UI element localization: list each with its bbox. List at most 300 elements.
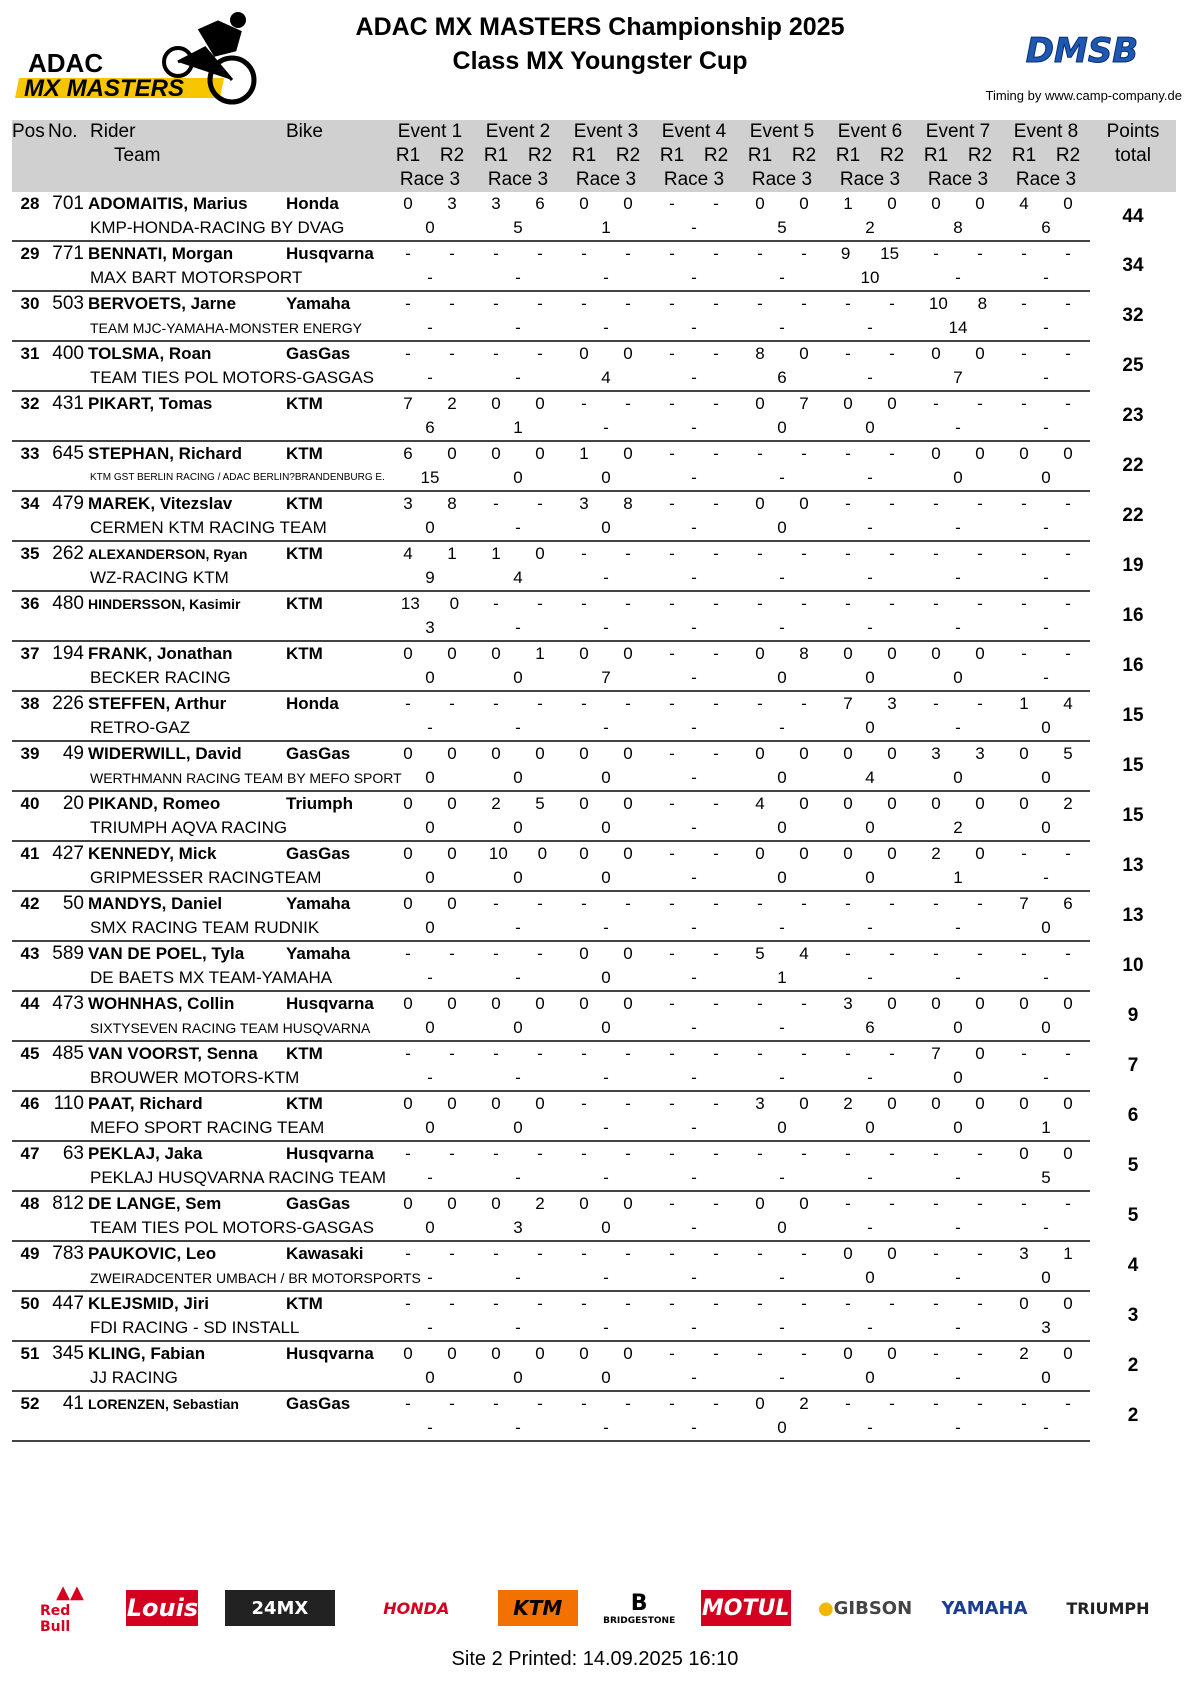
r2-points: -	[537, 294, 543, 313]
r2-points: 0	[623, 1344, 633, 1363]
r1-r2-results	[1002, 892, 1090, 916]
event-6-results	[826, 941, 914, 966]
event-2-results	[474, 641, 562, 666]
event-1-race3: -	[386, 1166, 474, 1191]
event-3-results	[562, 1091, 650, 1116]
r2-points: -	[977, 1144, 983, 1163]
r1-r2-results	[650, 992, 738, 1016]
r1-r2-results	[650, 942, 738, 966]
event-2-results	[474, 1191, 562, 1216]
r2-points: 0	[975, 444, 985, 463]
r1-r2-results	[1002, 342, 1090, 366]
r1-r2-results	[474, 1092, 562, 1116]
rider-number: 812	[52, 1193, 84, 1214]
r2-points: 0	[799, 1194, 809, 1213]
rider-row	[12, 1091, 1176, 1116]
event-7-race3: 1	[914, 866, 1002, 891]
col-event-5	[738, 120, 826, 192]
r1-r2-results	[650, 1092, 738, 1116]
r2-points: 0	[975, 1044, 985, 1063]
r2-points: -	[713, 1394, 719, 1413]
position: 33	[20, 444, 40, 463]
r1-r2-results	[386, 742, 474, 766]
yamaha-logo-text: YAMAHA	[941, 1597, 1028, 1619]
r1-r2-results	[914, 1192, 1002, 1216]
r2-points: 8	[977, 294, 988, 313]
event-5-results	[738, 641, 826, 666]
r1-r2-results	[386, 892, 474, 916]
r1-r2-results	[474, 1292, 562, 1316]
r1-points: -	[493, 294, 499, 313]
r2-points: 0	[975, 1094, 985, 1113]
points-total: 25	[1122, 355, 1144, 376]
event-6-results	[826, 991, 914, 1016]
r1-points: 10	[488, 844, 508, 863]
r1-points: -	[493, 1244, 499, 1263]
number-spacer	[48, 316, 88, 341]
r1-points: -	[845, 444, 851, 463]
event-2-results	[474, 441, 562, 466]
r1-r2-results	[386, 392, 474, 416]
r1-points: 1	[1019, 694, 1029, 713]
event-5-race3: 5	[738, 216, 826, 241]
r1-r2-results	[562, 342, 650, 366]
event-6-results	[826, 291, 914, 316]
r1-points: 10	[928, 294, 948, 313]
r1-r2-results	[826, 642, 914, 666]
r2-points: -	[801, 994, 807, 1013]
r1-points: 0	[579, 1344, 589, 1363]
r1-r2-results	[562, 442, 650, 466]
r1-r2-results	[1002, 242, 1090, 266]
event-6-results	[826, 591, 914, 616]
team-row	[12, 816, 1176, 841]
r1-points: -	[933, 1394, 939, 1413]
r1-r2-results	[1002, 492, 1090, 516]
r1-points: -	[581, 544, 587, 563]
bike: KTM	[286, 544, 323, 563]
r2-points: 0	[1063, 1294, 1073, 1313]
r1-points: 1	[843, 194, 853, 213]
motul-logo	[701, 1590, 791, 1626]
number-spacer	[48, 1066, 88, 1091]
event-7-race3: 0	[914, 1016, 1002, 1041]
sponsor-logos	[40, 1581, 1160, 1635]
r1-points: 2	[931, 844, 941, 863]
event-8-results	[1002, 641, 1090, 666]
rider-row	[12, 1191, 1176, 1216]
event-6-race3: -	[826, 616, 914, 641]
event-8-race3: 0	[1002, 816, 1090, 841]
r2-points: 0	[623, 744, 633, 763]
r1-points: 0	[403, 994, 413, 1013]
number-spacer	[48, 766, 88, 791]
r1-points: -	[845, 544, 851, 563]
r1-r2-results	[474, 1392, 562, 1416]
r1-points: 0	[931, 794, 941, 813]
col-event-6	[826, 120, 914, 192]
number-spacer	[48, 416, 88, 441]
event-6-race3: -	[826, 566, 914, 591]
r2-points: -	[1065, 594, 1071, 613]
r1-points: -	[669, 844, 675, 863]
r1-points: 0	[491, 1094, 501, 1113]
team-row	[12, 1016, 1176, 1041]
event-3-race3: 0	[562, 816, 650, 841]
event-7-race3: -	[914, 1416, 1002, 1441]
event-4-race3: -	[650, 216, 738, 241]
r1-points: -	[933, 544, 939, 563]
event-1-results	[386, 591, 474, 616]
r2-label: R2	[615, 145, 641, 166]
event-8-results	[1002, 1041, 1090, 1066]
r2-points: -	[713, 844, 719, 863]
event-5-results	[738, 341, 826, 366]
team-name: TRIUMPH AQVA RACING	[88, 816, 386, 841]
r1-points: 3	[579, 494, 589, 513]
position: 47	[20, 1144, 40, 1163]
r1-points: 0	[579, 744, 589, 763]
r1-points: -	[757, 594, 763, 613]
r1-points: -	[757, 444, 763, 463]
event-1-race3: -	[386, 1316, 474, 1341]
dmsb-logo-text: DMSB	[1025, 31, 1139, 71]
r1-points: -	[493, 944, 499, 963]
event-7-race3: -	[914, 966, 1002, 991]
event-3-results	[562, 891, 650, 916]
event-label: Event 4	[661, 121, 727, 142]
r1-r2-results	[738, 642, 826, 666]
r2-points: -	[977, 944, 983, 963]
event-2-results	[474, 1341, 562, 1366]
r2-points: -	[625, 1094, 631, 1113]
event-8-results	[1002, 591, 1090, 616]
event-1-results	[386, 1341, 474, 1366]
event-3-results	[562, 841, 650, 866]
event-8-race3: -	[1002, 416, 1090, 441]
number-spacer	[48, 1316, 88, 1341]
position-spacer	[12, 516, 48, 541]
r2-points: 0	[623, 444, 633, 463]
event-5-results	[738, 1141, 826, 1166]
r2-points: -	[1065, 394, 1071, 413]
r1-r2-results	[562, 642, 650, 666]
r2-points: -	[625, 1294, 631, 1313]
r2-points: 0	[535, 444, 545, 463]
points-total: 5	[1127, 1155, 1139, 1176]
r1-points: -	[757, 694, 763, 713]
event-1-race3: -	[386, 1416, 474, 1441]
r1-points: -	[669, 644, 675, 663]
r1-r2-results	[914, 1242, 1002, 1266]
event-8-race3: -	[1002, 866, 1090, 891]
event-2-race3: -	[474, 716, 562, 741]
r2-points: 3	[447, 194, 457, 213]
r1-points: -	[581, 1394, 587, 1413]
r1-r2-results	[1002, 192, 1090, 216]
event-5-race3: 6	[738, 366, 826, 391]
r2-points: -	[977, 694, 983, 713]
bike: KTM	[286, 1094, 323, 1113]
number-spacer	[48, 1366, 88, 1391]
r2-points: -	[977, 494, 983, 513]
col-bike: Bike	[286, 120, 386, 192]
event-6-race3: 6	[826, 1016, 914, 1041]
rider-row	[12, 691, 1176, 716]
rider-name: PEKLAJ, Jaka	[88, 1144, 203, 1163]
r2-points: -	[889, 894, 895, 913]
number-spacer	[48, 866, 88, 891]
rider-number: 480	[52, 593, 84, 614]
r1-points: 4	[1019, 194, 1029, 213]
r1-label: R1	[483, 145, 509, 166]
r1-points: -	[405, 694, 411, 713]
event-8-race3: 3	[1002, 1316, 1090, 1341]
ktm-logo	[498, 1590, 578, 1626]
honda-logo-text: HONDA	[383, 1598, 450, 1618]
event-3-results	[562, 1041, 650, 1066]
r1-points: -	[1021, 394, 1027, 413]
points-total: 3	[1127, 1305, 1139, 1326]
rider-row	[12, 641, 1176, 666]
event-1-results	[386, 1191, 474, 1216]
r2-points: 6	[535, 194, 545, 213]
event-6-race3: 10	[826, 266, 914, 291]
r1-r2-results	[474, 492, 562, 516]
r1-r2-results	[386, 642, 474, 666]
r2-points: -	[625, 1144, 631, 1163]
r2-points: 0	[975, 794, 985, 813]
r1-points: -	[845, 894, 851, 913]
rider-name: PIKAND, Romeo	[88, 794, 221, 813]
event-7-race3: 14	[914, 316, 1002, 341]
rider-number: 479	[52, 493, 84, 514]
event-7-race3: 2	[914, 816, 1002, 841]
col-event-1	[386, 120, 474, 192]
r1-r2-results	[474, 992, 562, 1016]
position-spacer	[12, 966, 48, 991]
event-7-results	[914, 1091, 1002, 1116]
r2-points: -	[713, 1244, 719, 1263]
event-5-results	[738, 1341, 826, 1366]
event-2-race3: -	[474, 366, 562, 391]
event-5-results	[738, 291, 826, 316]
col-team: Team	[114, 145, 161, 166]
rider-number: 20	[62, 793, 84, 814]
event-7-results	[914, 1341, 1002, 1366]
team-name: TEAM TIES POL MOTORS-GASGAS	[88, 1216, 386, 1241]
event-7-results	[914, 391, 1002, 416]
r2-points: -	[977, 244, 983, 263]
r1-points: 0	[403, 744, 413, 763]
r2-points: -	[713, 894, 719, 913]
team-row	[12, 466, 1176, 491]
r1-r2-results	[914, 392, 1002, 416]
team-row	[12, 766, 1176, 791]
event-3-results	[562, 1291, 650, 1316]
r1-r2-results	[914, 442, 1002, 466]
event-7-results	[914, 641, 1002, 666]
r1-r2-results	[562, 892, 650, 916]
event-4-race3: -	[650, 1366, 738, 1391]
event-7-results	[914, 491, 1002, 516]
r1-points: 0	[579, 344, 589, 363]
event-8-race3: 0	[1002, 1016, 1090, 1041]
r1-r2-results	[914, 1392, 1002, 1416]
r1-r2-results	[474, 692, 562, 716]
position: 29	[20, 244, 40, 263]
team-row	[12, 1116, 1176, 1141]
event-7-race3: -	[914, 616, 1002, 641]
event-1-results	[386, 841, 474, 866]
r1-r2-results	[914, 992, 1002, 1016]
r1-points: 7	[1019, 894, 1029, 913]
event-7-race3: -	[914, 1366, 1002, 1391]
r1-r2-results	[826, 1142, 914, 1166]
r1-points: 1	[491, 544, 501, 563]
r1-points: -	[669, 994, 675, 1013]
rider-row	[12, 1341, 1176, 1366]
event-4-race3: -	[650, 1166, 738, 1191]
position: 52	[20, 1394, 40, 1413]
event-1-race3: 0	[386, 1116, 474, 1141]
r1-r2-results	[1002, 292, 1090, 316]
position: 28	[20, 194, 40, 213]
r1-r2-results	[386, 1042, 474, 1066]
rider-name: KENNEDY, Mick	[88, 844, 217, 863]
rider-number: 645	[52, 443, 84, 464]
r1-points: -	[493, 344, 499, 363]
event-4-results	[650, 1241, 738, 1266]
event-4-race3: -	[650, 1416, 738, 1441]
position-spacer	[12, 1216, 48, 1241]
r1-r2-results	[826, 1192, 914, 1216]
event-5-race3: -	[738, 316, 826, 341]
r1-r2-results	[914, 542, 1002, 566]
event-7-race3: -	[914, 416, 1002, 441]
r2-points: 0	[1063, 194, 1073, 213]
event-3-race3: 0	[562, 766, 650, 791]
r2-points: 0	[623, 194, 633, 213]
r2-points: 0	[535, 394, 545, 413]
event-1-results	[386, 1141, 474, 1166]
r2-points: 8	[799, 644, 809, 663]
event-6-results	[826, 1341, 914, 1366]
r1-points: 0	[1019, 744, 1029, 763]
event-8-race3: -	[1002, 966, 1090, 991]
event-4-results	[650, 941, 738, 966]
race3-label: Race 3	[751, 169, 813, 190]
r2-points: -	[801, 1294, 807, 1313]
total-label: total	[1115, 145, 1151, 166]
r1-r2-results	[562, 692, 650, 716]
r2-points: 2	[535, 1194, 545, 1213]
r1-r2-results	[650, 1242, 738, 1266]
r1-r2-results	[914, 792, 1002, 816]
r1-points: -	[581, 294, 587, 313]
event-3-race3: 4	[562, 366, 650, 391]
position-spacer	[12, 1266, 48, 1291]
r1-points: 0	[843, 794, 853, 813]
event-8-race3: 1	[1002, 1116, 1090, 1141]
r1-r2-results	[474, 292, 562, 316]
r1-points: -	[933, 244, 939, 263]
number-spacer	[48, 216, 88, 241]
r2-points: 0	[623, 1194, 633, 1213]
rider-name: STEPHAN, Richard	[88, 444, 242, 463]
number-spacer	[48, 1166, 88, 1191]
title-line-1: ADAC MX MASTERS Championship 2025	[355, 13, 845, 41]
r1-points: -	[581, 1244, 587, 1263]
r1-r2-results	[1002, 592, 1090, 616]
r1-r2-results	[826, 742, 914, 766]
r2-points: -	[449, 244, 455, 263]
rider-number: 226	[52, 693, 84, 714]
event-label: Event 2	[485, 121, 551, 142]
event-5-race3: 0	[738, 666, 826, 691]
r1-r2-results	[386, 292, 474, 316]
bike: Honda	[286, 194, 339, 213]
event-3-results	[562, 192, 650, 216]
event-6-results	[826, 1291, 914, 1316]
event-3-results	[562, 1191, 650, 1216]
r2-points: -	[801, 294, 807, 313]
r1-points: -	[845, 494, 851, 513]
r1-points: -	[669, 344, 675, 363]
r1-r2-results	[386, 492, 474, 516]
r2-points: -	[625, 894, 631, 913]
position-spacer	[12, 1116, 48, 1141]
r1-points: -	[405, 944, 411, 963]
event-7-race3: 0	[914, 466, 1002, 491]
r1-r2-results	[738, 942, 826, 966]
position: 36	[20, 594, 40, 613]
event-4-results	[650, 1391, 738, 1416]
r1-points: -	[493, 494, 499, 513]
r2-points: -	[889, 344, 895, 363]
r1-r2-results	[562, 392, 650, 416]
event-2-results	[474, 241, 562, 266]
r1-r2-results	[1002, 442, 1090, 466]
r1-r2-results	[1002, 742, 1090, 766]
race3-label: Race 3	[399, 169, 461, 190]
r2-points: 4	[1063, 694, 1073, 713]
event-5-results	[738, 1091, 826, 1116]
event-label: Event 8	[1013, 121, 1079, 142]
rider-name: PIKART, Tomas	[88, 394, 213, 413]
r1-r2-results	[650, 1342, 738, 1366]
r2-points: 0	[623, 344, 633, 363]
rider-name: VAN VOORST, Senna	[88, 1044, 258, 1063]
r1-r2-results	[738, 442, 826, 466]
r2-points: 0	[887, 794, 897, 813]
r2-label: R2	[527, 145, 553, 166]
points-total: 19	[1122, 555, 1144, 576]
r1-r2-results	[386, 192, 474, 216]
event-3-results	[562, 1141, 650, 1166]
r2-points: -	[449, 1294, 455, 1313]
points-total: 4	[1127, 1255, 1139, 1276]
event-7-race3: 0	[914, 1066, 1002, 1091]
event-label: Event 5	[749, 121, 815, 142]
r1-points: 13	[400, 594, 420, 613]
points-total: 6	[1127, 1105, 1139, 1126]
event-1-race3: 0	[386, 1366, 474, 1391]
r1-points: -	[669, 1194, 675, 1213]
event-6-results	[826, 891, 914, 916]
r2-points: -	[713, 594, 719, 613]
event-4-results	[650, 192, 738, 216]
